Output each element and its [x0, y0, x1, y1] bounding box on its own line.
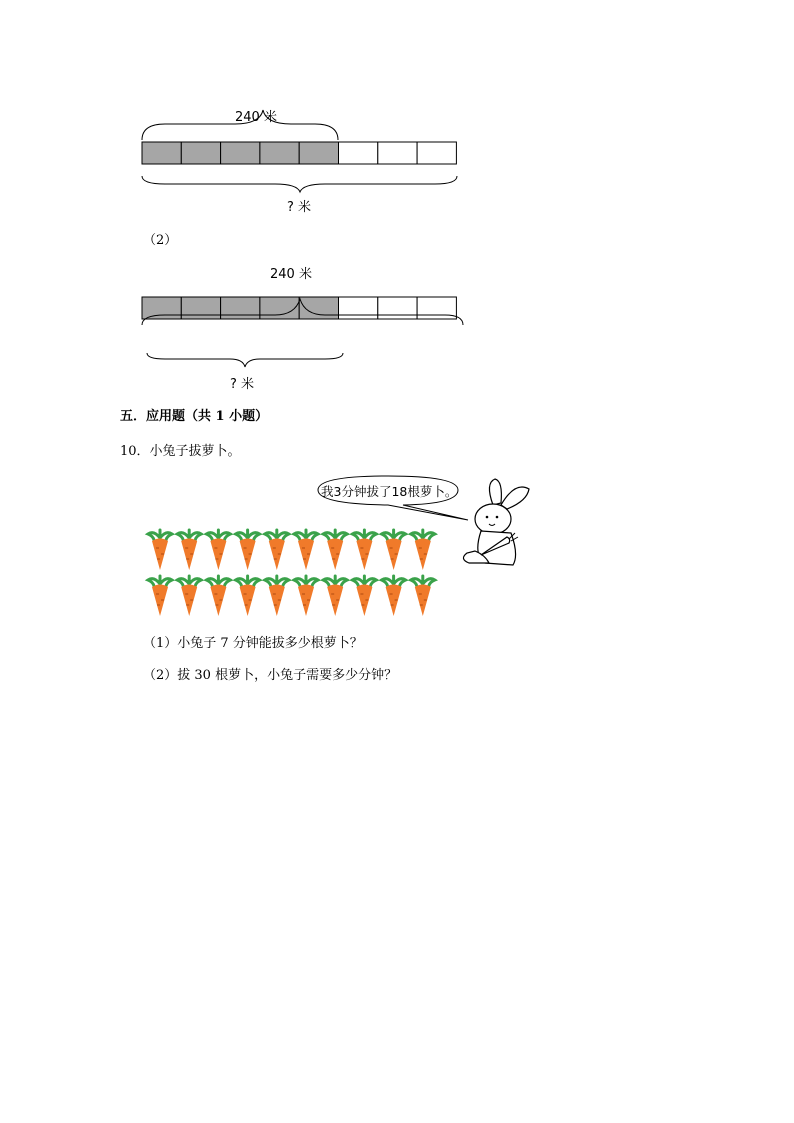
bar-segment — [417, 142, 456, 164]
bar-segment — [378, 142, 417, 164]
rabbit-illustration — [455, 475, 535, 570]
carrot-icon — [352, 576, 376, 616]
carrot-icon — [148, 576, 172, 616]
carrot-icon — [206, 576, 230, 616]
diagram1-top-label: 240 米 — [235, 110, 277, 125]
bar-segment — [142, 297, 181, 319]
part2-label: （2） — [143, 233, 178, 248]
carrot-icon — [411, 576, 435, 616]
speech-bubble-text: 我3分钟拔了18根萝卜。 — [321, 484, 458, 499]
question-2: （2）拔 30 根萝卜，小兔子需要多少分钟？ — [143, 668, 398, 683]
rabbit-head — [475, 504, 511, 534]
carrot-icon — [294, 530, 318, 570]
carrot-icon — [411, 530, 435, 570]
bar-diagram-2 — [135, 285, 475, 375]
problem-title: 10．小兔子拔萝卜。 — [120, 444, 241, 459]
bar-segment — [299, 142, 338, 164]
carrot-icon — [177, 576, 201, 616]
carrot-icon — [323, 576, 347, 616]
bar-segment — [378, 297, 417, 319]
bar-segment — [260, 297, 299, 319]
bar-segments-1 — [142, 142, 456, 164]
bottom-brace-1 — [142, 176, 457, 192]
carrot-icon — [294, 576, 318, 616]
carrot-icon — [148, 530, 172, 570]
carrot-icon — [236, 530, 260, 570]
carrot-icon — [323, 530, 347, 570]
rabbit-ear-right — [501, 487, 529, 509]
bar-segment — [181, 297, 220, 319]
carrot-icon — [236, 576, 260, 616]
carrot-icon — [177, 530, 201, 570]
bar-segment — [221, 142, 260, 164]
bar-segment — [339, 142, 378, 164]
carrot-icon — [206, 530, 230, 570]
carrot-icon — [352, 530, 376, 570]
diagram1-bottom-label: ? 米 — [287, 200, 312, 215]
bar-segment — [221, 297, 260, 319]
carrot-icon — [382, 530, 406, 570]
rabbit-ear-left — [489, 479, 501, 505]
question-1: （1）小兔子 7 分钟能拔多少根萝卜？ — [143, 636, 363, 651]
bar-segment — [142, 142, 181, 164]
diagram2-bottom-label: ? 米 — [230, 377, 255, 392]
bar-segment — [181, 142, 220, 164]
carrot-grid — [142, 528, 452, 623]
diagram2-top-label: 240 米 — [270, 267, 312, 282]
bar-segment — [339, 297, 378, 319]
bar-segment — [260, 142, 299, 164]
carrot-icon — [265, 530, 289, 570]
section-title: 五．应用题（共 1 小题） — [120, 409, 269, 424]
carrot-icon — [265, 576, 289, 616]
bottom-brace-2 — [147, 353, 343, 367]
carrot-icon — [382, 576, 406, 616]
